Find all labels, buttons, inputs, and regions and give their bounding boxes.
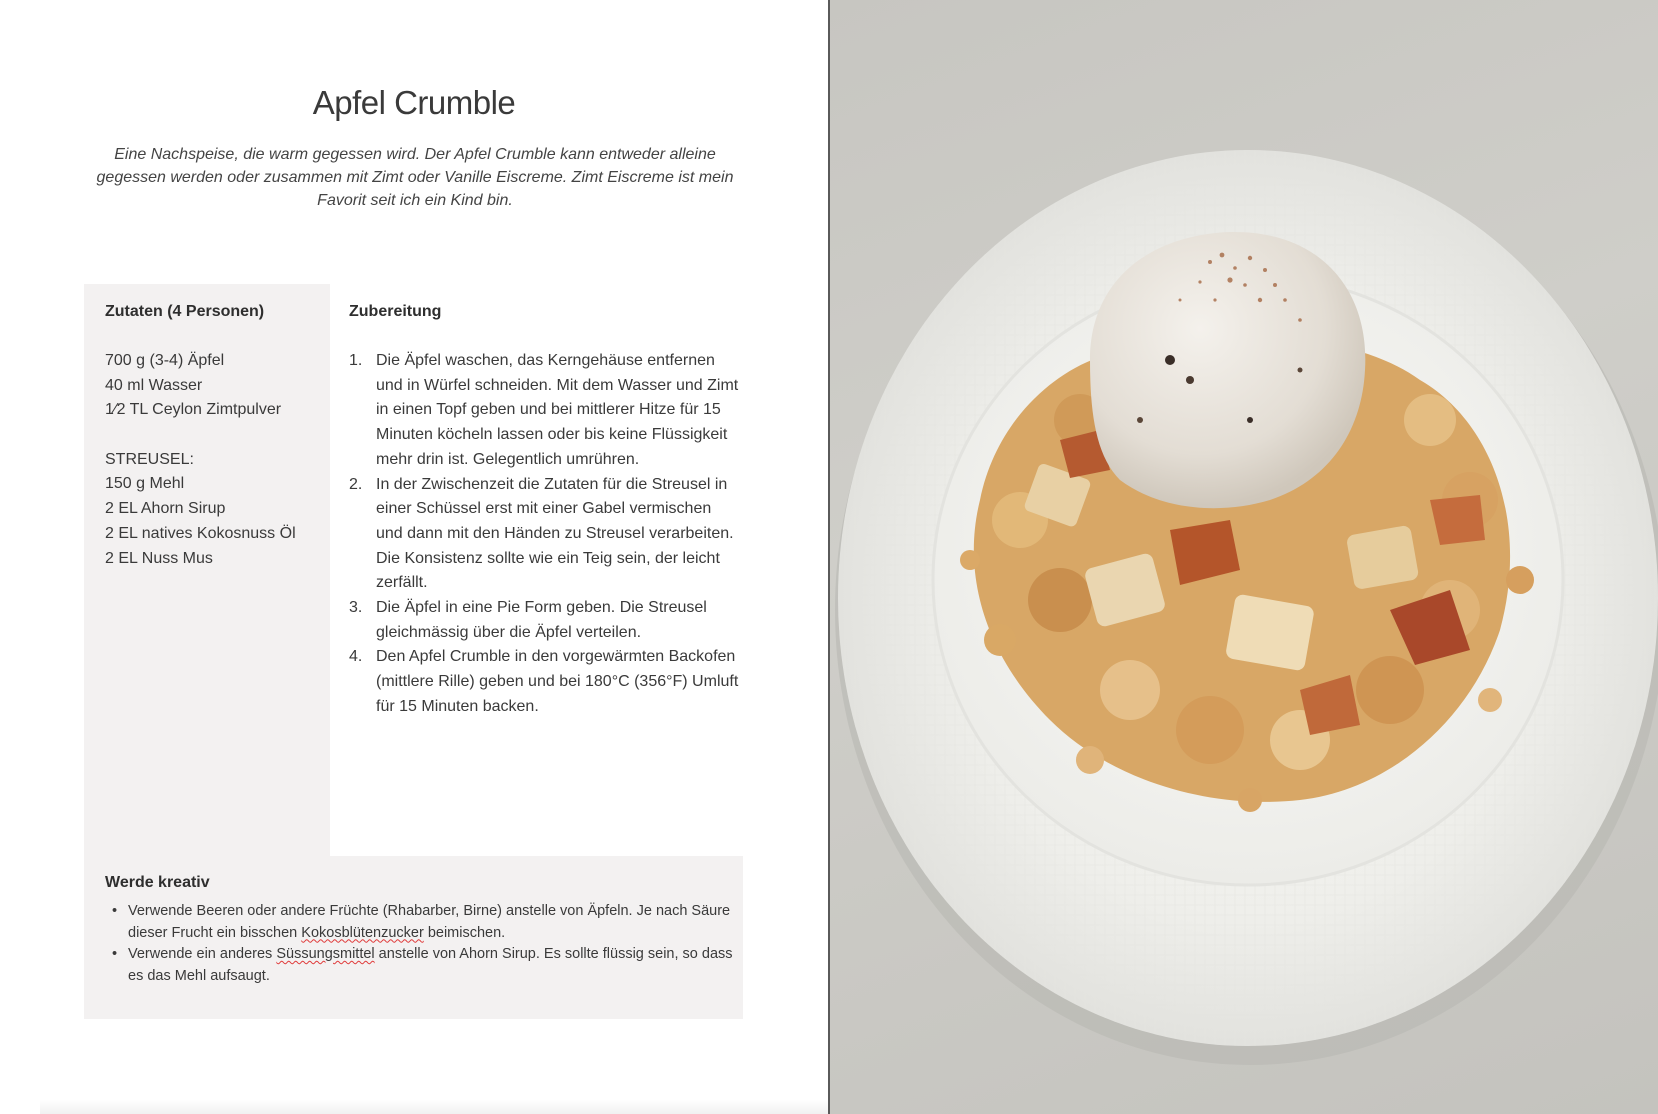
page-bottom-shadow bbox=[40, 1100, 828, 1114]
ingredient-item: 1⁄2 TL Ceylon Zimtpulver bbox=[105, 401, 282, 419]
preparation-step bbox=[349, 473, 739, 597]
step-text: In der Zwischenzeit die Zutaten für die Streusel in einer Schüssel erst mit einer Gabel vermischen und dann mit den Händen zu Streusel verarbeiten. Die Konsistenz sollte wie ein Teig sein, der leicht zerfällt. bbox=[376, 475, 734, 592]
preparation-steps bbox=[349, 349, 739, 720]
creative-heading: Werde kreativ bbox=[105, 874, 210, 891]
ingredient-spacer bbox=[105, 423, 325, 448]
ice-cream-scoop bbox=[1090, 232, 1365, 508]
step-number: 1. bbox=[349, 352, 363, 369]
step-number: 2. bbox=[349, 475, 363, 493]
recipe-page bbox=[0, 0, 828, 1114]
spellcheck-flagged-word[interactable]: Süssungsmittel bbox=[276, 946, 375, 962]
creative-tip bbox=[105, 901, 737, 944]
spellcheck-flagged-word[interactable]: Kokosblütenzucker bbox=[301, 924, 424, 941]
ingredients-list bbox=[105, 349, 325, 571]
step-text: Die Äpfel waschen, das Kerngehäuse entfernen und in Würfel schneiden. Mit dem Wasser und Zimt in einen Topf geben und bei mittlerer Hitze für 15 Minuten köcheln lassen oder bis keine Flüssigkeit mehr drin ist. Gelegentlich umrühren. bbox=[376, 352, 739, 468]
ingredient-item: 40 ml Wasser bbox=[105, 376, 203, 394]
ingredient-item: 700 g (3-4) Äpfel bbox=[105, 352, 225, 369]
ingredient-item: 150 g Mehl bbox=[105, 475, 185, 493]
tip-text: anstelle von Ahorn Sirup. Es sollte flüssig sein, so dass es das Mehl aufsaugt. bbox=[128, 946, 733, 984]
ingredient-item: 2 EL Nuss Mus bbox=[105, 549, 213, 567]
preparation-step bbox=[349, 596, 739, 645]
creative-tip bbox=[105, 944, 737, 987]
step-text: Den Apfel Crumble in den vorgewärmten Backofen (mittlere Rille) geben und bei 180°C (356°F) Umluft für 15 Minuten backen. bbox=[376, 648, 739, 715]
ingredient-item: 2 EL natives Kokosnuss Öl bbox=[105, 524, 296, 542]
creative-tips-list bbox=[105, 901, 737, 987]
ingredient-item: 2 EL Ahorn Sirup bbox=[105, 500, 226, 518]
step-text: Die Äpfel in eine Pie Form geben. Die Streusel gleichmässig über die Äpfel verteilen. bbox=[376, 599, 707, 641]
tip-text: Verwende Beeren oder andere Früchte (Rhabarber, Birne) anstelle von Äpfeln. Je nach Säure dieser Frucht ein bisschen bbox=[128, 903, 731, 941]
ingredients-heading: Zutaten (4 Personen) bbox=[105, 303, 265, 320]
recipe-intro: Eine Nachspeise, die warm gegessen wird. Der Apfel Crumble kann entweder alleine gegessen werden oder zusammen mit Zimt oder Vanille Eiscreme. Zimt Eiscreme ist mein Favorit seit ich ein Kind bin. bbox=[96, 146, 734, 209]
bullet-icon: • bbox=[112, 946, 118, 962]
preparation-step bbox=[349, 349, 739, 473]
crumble-photo-illustration bbox=[830, 0, 1658, 1114]
preparation-step bbox=[349, 645, 739, 719]
recipe-title: Apfel Crumble bbox=[312, 84, 516, 121]
tip-text: beimischen. bbox=[423, 924, 506, 941]
tip-text: Verwende ein anderes bbox=[128, 946, 277, 962]
bullet-icon: • bbox=[112, 903, 118, 919]
ingredient-subheading: STREUSEL: bbox=[105, 450, 194, 468]
step-number: 3. bbox=[349, 599, 363, 617]
step-number: 4. bbox=[349, 648, 363, 666]
recipe-photo bbox=[830, 0, 1658, 1114]
preparation-heading: Zubereitung bbox=[349, 303, 442, 320]
